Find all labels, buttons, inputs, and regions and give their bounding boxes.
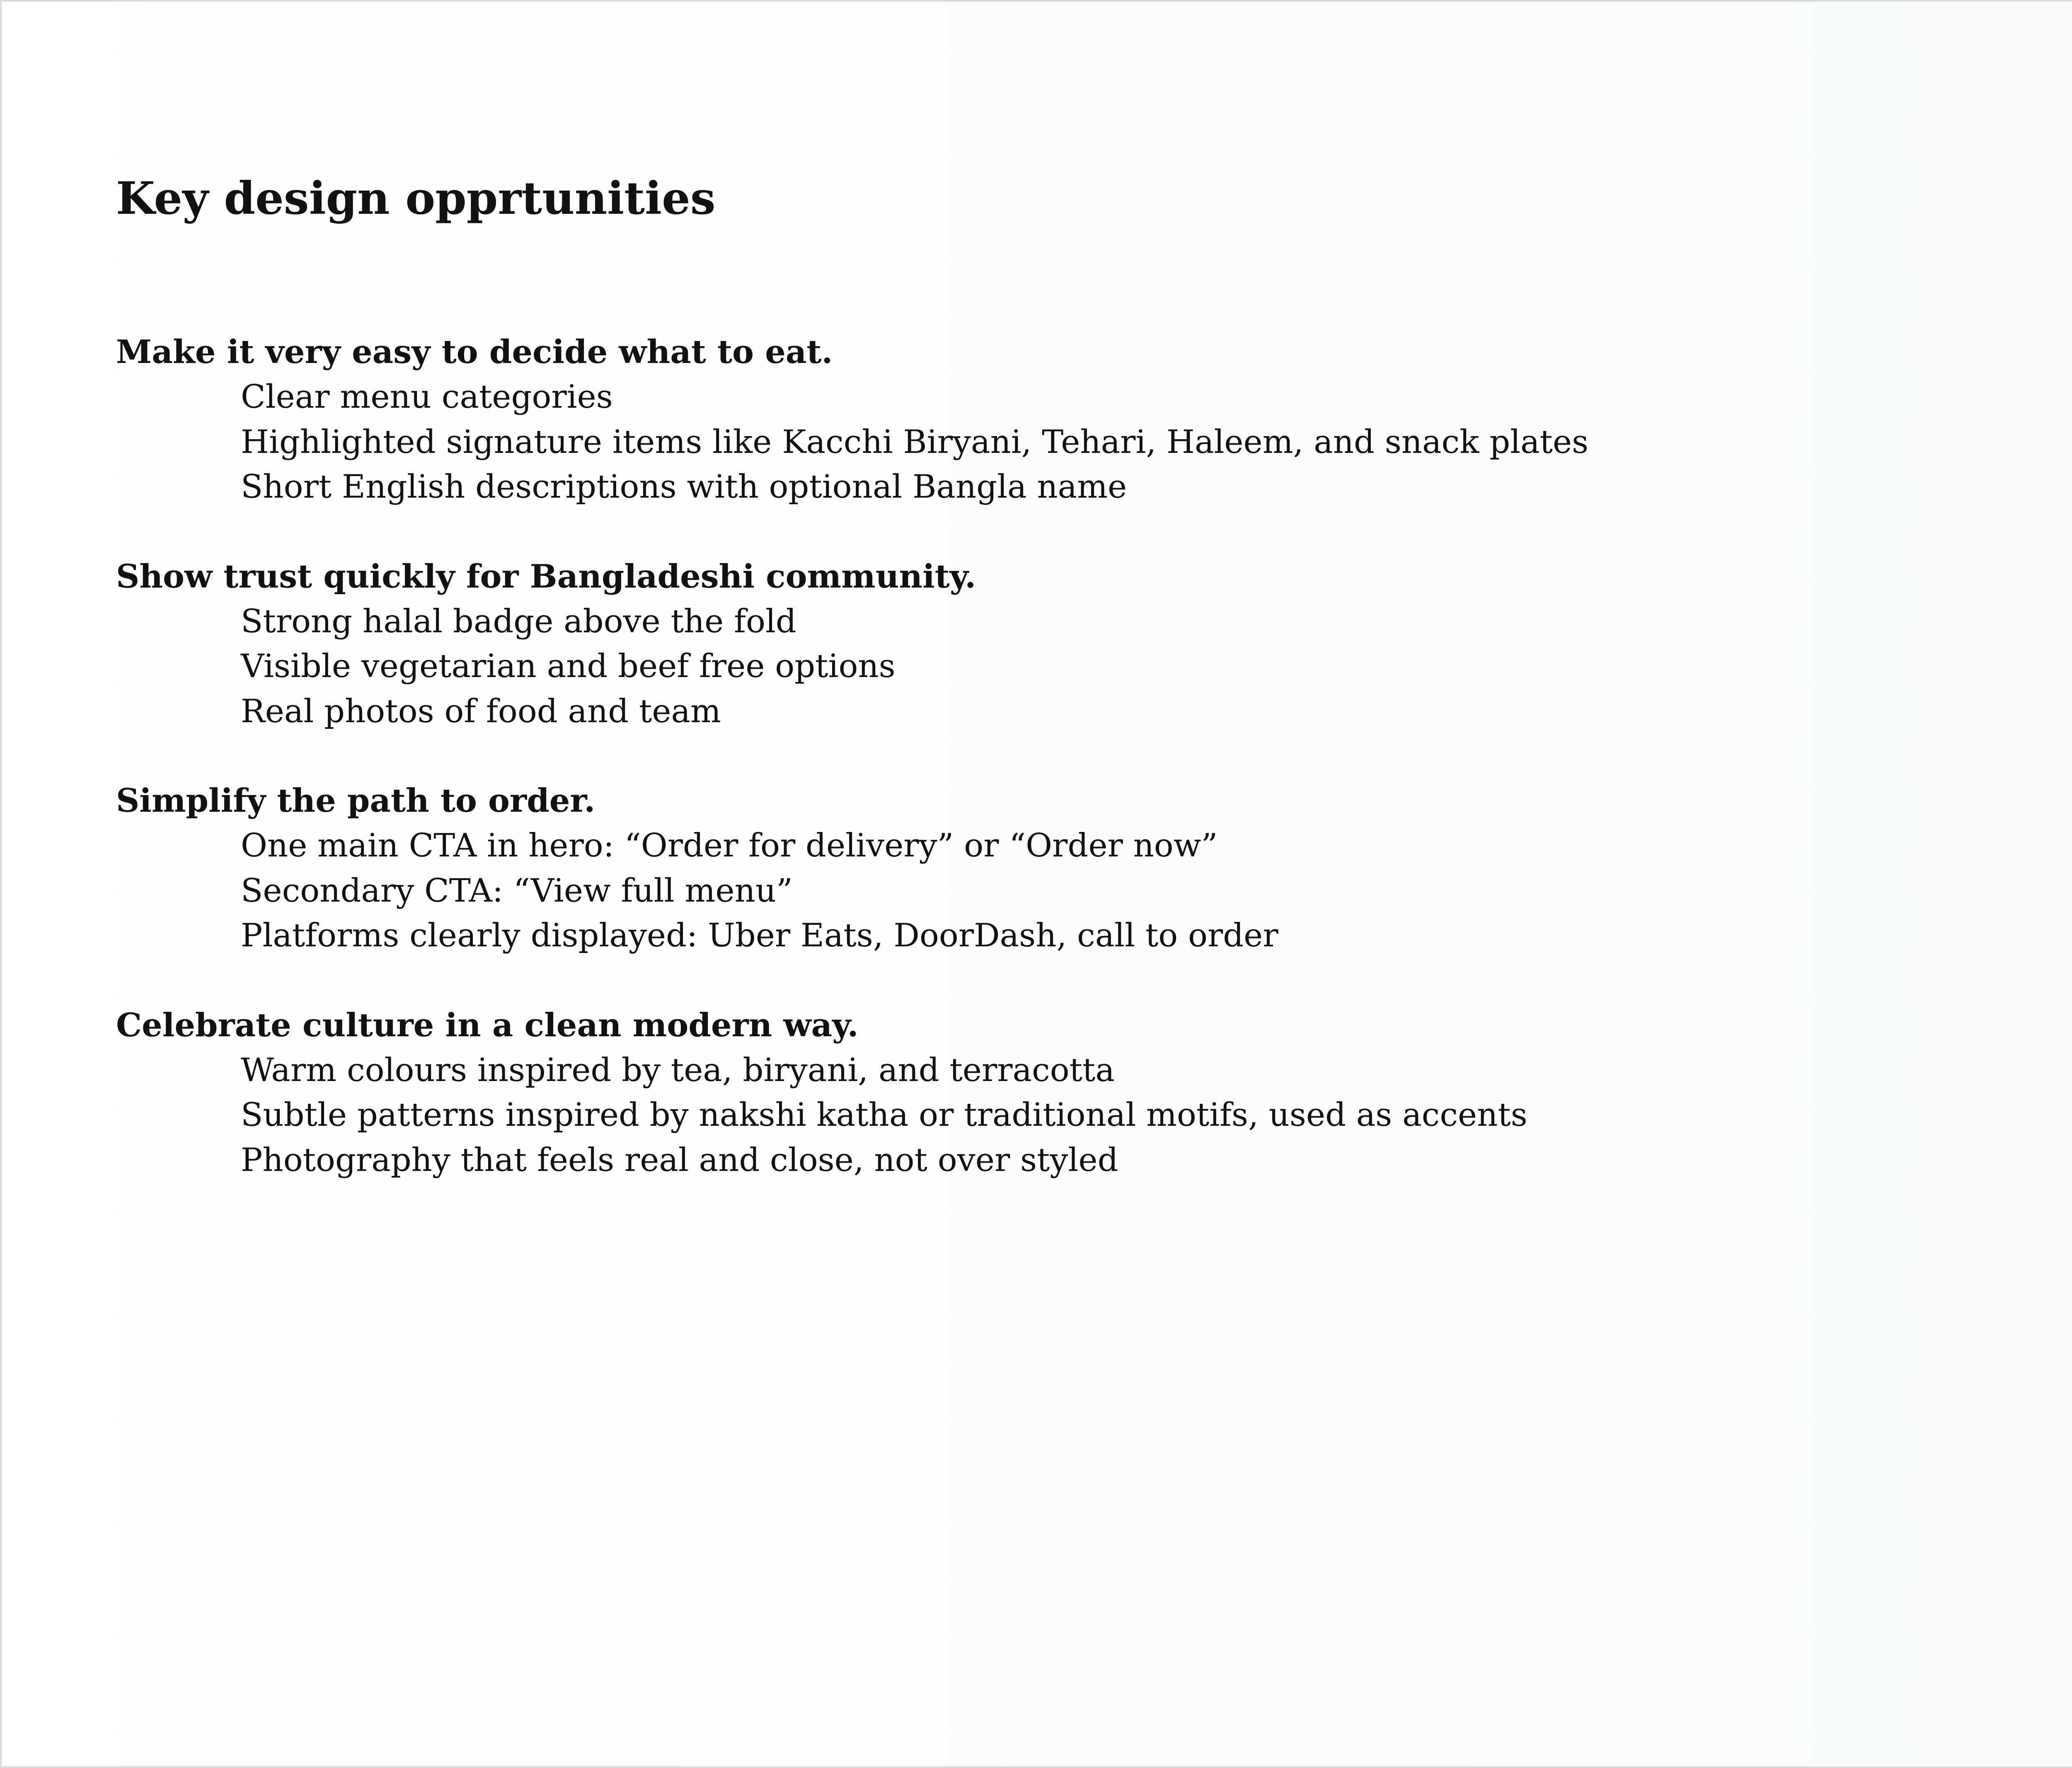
section-item: Real photos of food and team xyxy=(241,692,721,730)
section-item: Clear menu categories xyxy=(241,378,613,416)
section-item: Subtle patterns inspired by nakshi katha or traditional motifs, used as accents xyxy=(241,1096,1527,1134)
section-show-trust xyxy=(116,554,2072,734)
section-item-list xyxy=(116,375,2072,510)
section-easy-to-decide xyxy=(116,330,2072,510)
opportunity-sections xyxy=(116,330,2072,1227)
section-item: Strong halal badge above the fold xyxy=(241,602,796,640)
section-heading: Celebrate culture in a clean modern way. xyxy=(116,1006,859,1044)
section-item-list xyxy=(116,599,2072,734)
section-item: Warm colours inspired by tea, biryani, and terracotta xyxy=(241,1051,1115,1089)
section-item: Short English descriptions with optional Bangla name xyxy=(241,468,1127,505)
section-item: Secondary CTA: “View full menu” xyxy=(241,872,793,909)
section-heading: Simplify the path to order. xyxy=(116,782,595,820)
section-item-list xyxy=(116,1048,2072,1183)
section-item: Platforms clearly displayed: Uber Eats, DoorDash, call to order xyxy=(241,917,1278,954)
section-heading: Show trust quickly for Bangladeshi community. xyxy=(116,557,976,595)
section-celebrate-culture xyxy=(116,1003,2072,1183)
page-title: Key design opprtunities xyxy=(116,172,716,225)
section-item: Highlighted signature items like Kacchi Biryani, Tehari, Haleem, and snack plates xyxy=(241,423,1589,461)
section-item: Photography that feels real and close, not over styled xyxy=(241,1141,1118,1179)
section-item: Visible vegetarian and beef free options xyxy=(241,648,896,685)
section-heading: Make it very easy to decide what to eat. xyxy=(116,333,833,371)
section-item-list xyxy=(116,823,2072,958)
section-simplify-order xyxy=(116,779,2072,958)
section-item: One main CTA in hero: “Order for delivery” or “Order now” xyxy=(241,827,1218,864)
